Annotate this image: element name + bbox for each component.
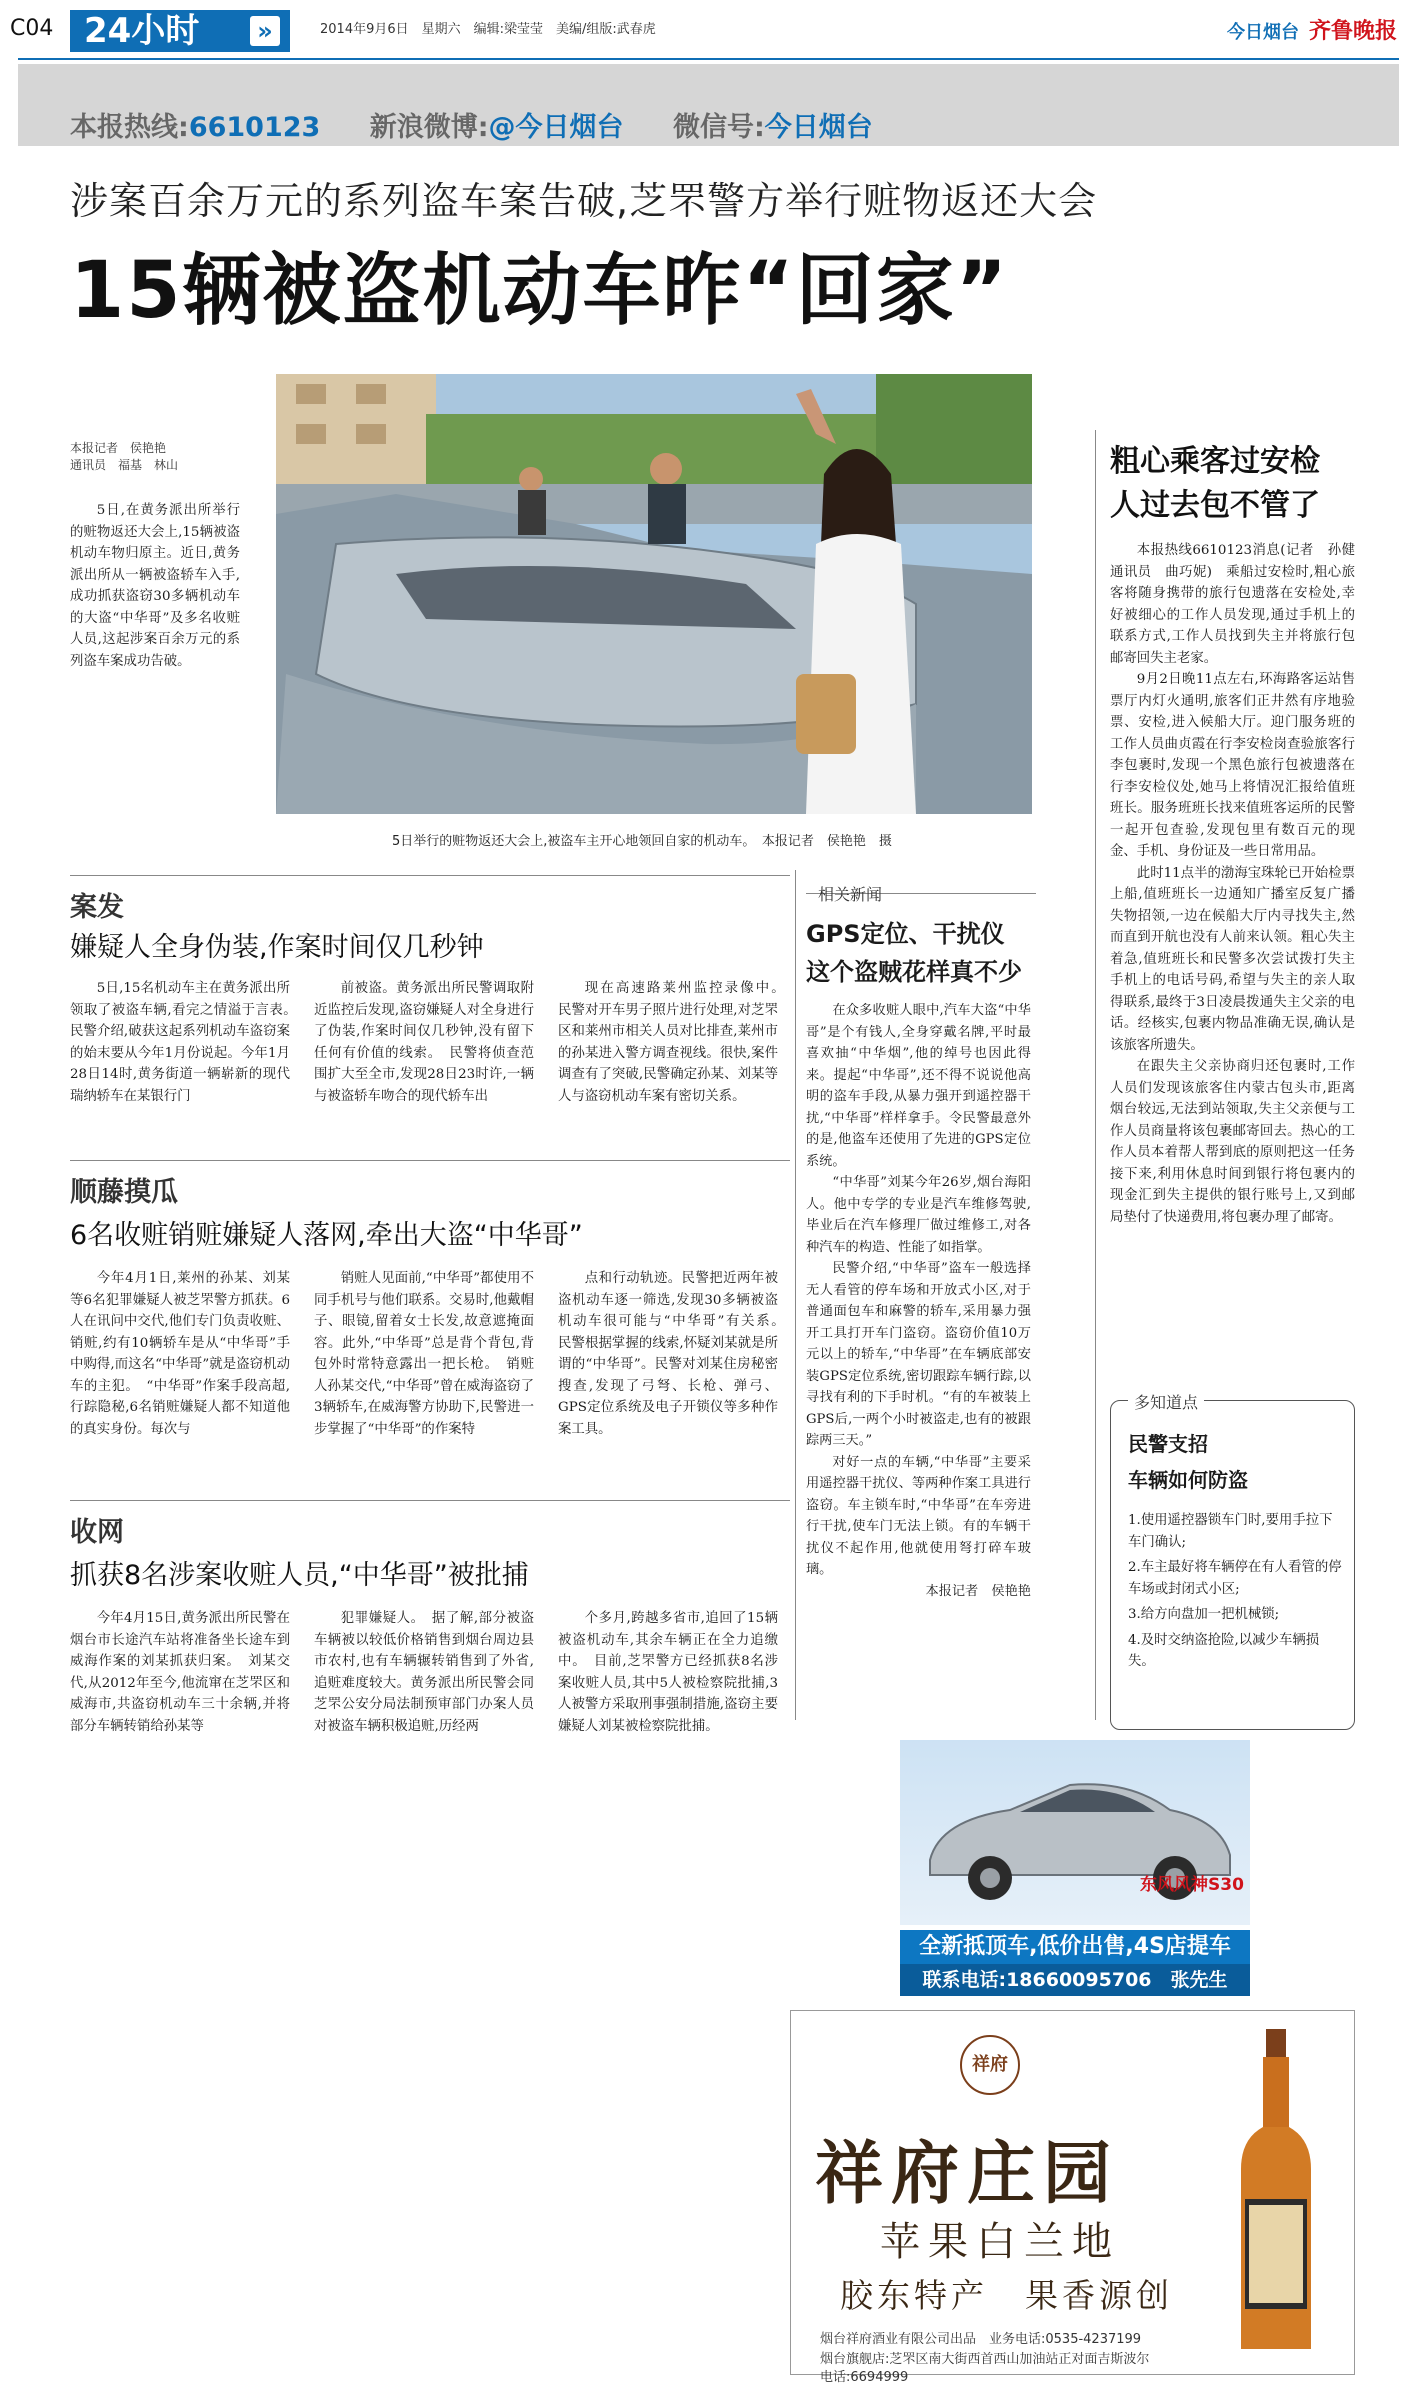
chevron-right-icon: » [250, 16, 280, 46]
weibo-label: 新浪微博: [369, 112, 489, 143]
related-news-body [806, 1000, 1031, 1602]
side-article-body [1110, 540, 1369, 1228]
side-title-line1: 粗心乘客过安检 [1110, 444, 1320, 479]
related-title-line2: 这个盗贼花样真不少 [806, 958, 1022, 986]
section-label-case: 案发 [70, 892, 124, 923]
section-trace-col1 [70, 1268, 290, 1440]
news-photo [276, 374, 1032, 814]
paragraph: 现在高速路莱州监控录像中。 民警对开车男子照片进行处理,对芝罘区和莱州市相关人员对比排查,莱州市的孙某进入警方调查视线。很快,案件调查有了突破,民警确定孙某、刘某等人与盗窃机动车案有密切关系。 [558, 981, 792, 1104]
car-icon [900, 1740, 1250, 1925]
byline-correspondent: 通讯员 福基 林山 [70, 458, 179, 472]
byline [70, 440, 250, 474]
tip-item: 1.使用遥控器锁车门时,要用手拉下车门确认; [1128, 1513, 1333, 1550]
section-head-trace: 6名收赃销赃嫌疑人落网,牵出大盗“中华哥” [70, 1220, 583, 1251]
brand-today-yantai: 今日烟台 [1226, 22, 1299, 43]
byline-reporter: 本报记者 侯艳艳 [70, 441, 167, 455]
paragraph: 在众多收赃人眼中,汽车大盗“中华哥”是个有钱人,全身穿戴名牌,平时最喜欢抽“中华烟”,他的绰号也因此得来。提起“中华哥”,还不得不说说他高明的盗车手段,从暴力强开到遥控器干扰,“中华哥”样样拿手。令民警最意外的是,他盗车还使用了先进的GPS定位系统。 [806, 1003, 1031, 1169]
lead-text: 5日,在黄务派出所举行的赃物返还大会上,15辆被盗机动车物归原主。近日,黄务派出所从一辆被盗轿车入手,成功抓获盗窃30多辆机动车的大盗“中华哥”及多名收赃人员,这起涉案百余万元的系列盗车案成功告破。 [70, 503, 240, 669]
liquor-seal-logo: 祥府 [960, 2035, 1020, 2095]
paragraph: 此时11点半的渤海宝珠轮已开始检票上船,值班班长一边通知广播室反复广播失物招领,一边在候船大厅内寻找失主,然而直到开航也没有人前来认领。粗心失主着急,值班班长和民警多次尝试拨打失主手机上的电话号码,希望与失主的亲人取得联系,最终于3日凌晨拨通失主父亲的电话。经核实,包裹内物品准确无误,确认是该旅客所遗失。 [1110, 865, 1355, 1053]
section-case-col3 [558, 978, 792, 1107]
car-advertisement [900, 1740, 1250, 1925]
hotline-label: 本报热线: [70, 112, 189, 143]
paragraph: 对好一点的车辆,“中华哥”主要采用遥控器干扰仪、等两种作案工具进行盗窃。车主锁车时,“中华哥”在车旁进行干扰,使车门无法上锁。有的车辆干扰仪不起作用,他就使用弩打碎车玻璃。 [806, 1454, 1031, 1577]
related-news-title [806, 915, 1022, 991]
wechat-value: 今日烟台 [764, 112, 873, 143]
section-head-case: 嫌疑人全身伪装,作案时间仅几秒钟 [70, 932, 484, 963]
paragraph: 销赃人见面前,“中华哥”都使用不同手机号与他们联系。交易时,他戴帽子、眼镜,留着女士长发,故意遮掩面容。此外,“中华哥”总是背个背包,背包外时常特意露出一把长枪。 销赃人孙某交代,“中华哥”曾在威海盗窃了3辆轿车,在威海警方协助下,民警进一步掌握了“中华哥”的作案特 [314, 1271, 534, 1437]
car-ad-contact: 联系电话:18660095706 张先生 [900, 1964, 1250, 1996]
car-model: 东风风神S30 [1140, 1875, 1244, 1895]
dateline: 2014年9月6日 星期六 编辑:梁莹莹 美编/组版:武春虎 [320, 22, 656, 37]
section-arrest-col2 [314, 1608, 534, 1737]
wechat-label: 微信号: [672, 112, 765, 143]
liquor-slogan: 胶东特产 果香源创 [840, 2276, 1173, 2315]
liquor-brand: 祥府庄园 [815, 2134, 1120, 2214]
paragraph: 前被盗。黄务派出所民警调取附近监控后发现,盗窃嫌疑人对全身进行了伪装,作案时间仅几秒钟,没有留下任何有价值的线索。 民警将侦查范围扩大至全市,发现28日23时许,一辆与被盗轿车吻合的现代轿车出 [314, 981, 534, 1104]
column-rule [795, 870, 796, 1720]
liquor-company: 烟台祥府酒业有限公司出品 业务电话:0535-4237199 [820, 2332, 1142, 2347]
paragraph: 犯罪嫌疑人。 据了解,部分被盗车辆被以较低价格销售到烟台周边县市农村,也有车辆辗转销售到了外省,追赃难度较大。黄务派出所民警会同芝罘公安分局法制预审部门办案人员对被盗车辆积极追赃,历经两 [314, 1611, 534, 1734]
weibo-value: @今日烟台 [488, 112, 624, 143]
section-case-col2 [314, 978, 534, 1107]
tip-item: 4.及时交纳盗抢险,以减少车辆损失。 [1128, 1632, 1320, 1669]
paragraph: 5日,15名机动车主在黄务派出所领取了被盗车辆,看完之情溢于言表。 民警介绍,破获这起系列机动车盗窃案的始末要从今年1月份说起。今年1月28日14时,黄务街道一辆崭新的现代瑞纳轿车在某银行门 [70, 981, 304, 1104]
section-rule [70, 1500, 790, 1501]
page-number: C04 [10, 16, 54, 41]
paragraph: 在跟失主父亲协商归还包裹时,工作人员们发现该旅客住内蒙古包头市,距离烟台较远,无法到站领取,失主父亲便与工作人员商量将该包裹邮寄回去。热心的工作人员本着帮人帮到底的原则把这一任务接下来,利用休息时间到银行将包裹内的现金汇到失主提供的银行账号上,又到邮局垫付了快递费用,将包裹办理了邮寄。 [1110, 1059, 1355, 1225]
section-trace-col2 [314, 1268, 534, 1440]
section-arrest-col3 [558, 1608, 778, 1737]
related-author: 本报记者 侯艳艳 [925, 1583, 1031, 1599]
section-label-arrest: 收网 [70, 1517, 124, 1548]
paragraph: 今年4月1日,莱州的孙某、刘某等6名犯罪嫌疑人被芝罘警方抓获。6人在讯问中交代,他们专门负责收赃、销赃,约有10辆轿车是从“中华哥”手中购得,而这名“中华哥”就是盗窃机动车的主犯。 “中华哥”作案手段高超,行踪隐秘,6名销赃嫌疑人都不知道他的真实身份。每次与 [70, 1271, 290, 1437]
photo-caption: 5日举行的赃物返还大会上,被盗车主开心地领回自家的机动车。 本报记者 侯艳艳 摄 [392, 834, 892, 849]
paragraph: 9月2日晚11点左右,环海路客运站售票厅内灯火通明,旅客们正井然有序地验票、安检,进入候船大厅。迎门服务班的工作人员曲贞霞在行李安检岗查验旅客行李包裹时,发现一个黑色旅行包被遗落在行李安检仪处,她马上将情况汇报给值班班长。服务班班长找来值班客运所的民警一起开包查验,发现包里有数百元的现金、手机、身份证及一些日常用品。 [1110, 672, 1355, 859]
brand-qilu: 齐鲁晚报 [1308, 19, 1397, 44]
paragraph: “中华哥”刘某今年26岁,烟台海阳人。他中专学的专业是汽车维修驾驶,毕业后在汽车修理厂做过维修工,对各种汽车的构造、性能了如指掌。 [806, 1175, 1031, 1255]
related-news-tag: 相关新闻 [818, 885, 883, 904]
column-rule [1095, 430, 1096, 1720]
liquor-address: 烟台旗舰店:芝罘区南大街西首西山加油站正对面吉斯波尔 [820, 2352, 1150, 2367]
tips-heading-1: 民警支招 [1128, 1432, 1208, 1456]
paragraph: 本报热线6610123消息(记者 孙健 通讯员 曲巧妮) 乘船过安检时,粗心旅客将随身携带的旅行包遗落在安检处,幸好被细心的工作人员发现,通过手机上的联系方式,工作人员找到失主并将旅行包邮寄回失主老家。 [1110, 543, 1369, 666]
photo-illustration [276, 374, 1032, 814]
lead-paragraph [70, 500, 240, 672]
section-label-trace: 顺藤摸瓜 [70, 1177, 178, 1208]
side-article-title [1110, 440, 1320, 528]
article-subtitle: 涉案百余万元的系列盗车案告破,芝罘警方举行赃物返还大会 [70, 179, 1098, 223]
tip-item: 2.车主最好将车辆停在有人看管的停车场或封闭式小区; [1128, 1560, 1342, 1597]
tips-label: 多知道点 [1128, 1390, 1204, 1413]
article-title: 15辆被盗机动车昨“回家” [70, 246, 1010, 336]
hotline-value: 6610123 [188, 112, 321, 143]
paragraph: 民警介绍,“中华哥”盗车一般选择无人看管的停车场和开放式小区,对于普通面包车和麻警的轿车,采用暴力强开工具打开车门盗窃。盗窃价值10万元以上的轿车,“中华哥”在车辆底部安装GPS定位系统,密切跟踪车辆行踪,以寻找有利的下手时机。“有的车被装上GPS后,一两个小时被盗走,也有的被跟踪两三天。” [806, 1261, 1031, 1448]
paragraph: 点和行动轨迹。民警把近两年被盗机动车逐一筛选,发现30多辆被盗机动车很可能与“中华哥”有关系。 民警根据掌握的线索,怀疑刘某就是所谓的“中华哥”。民警对刘某住房秘密搜查,发现了弓弩、长枪、弹弓、GPS定位系统及电子开锁仪等多种作案工具。 [558, 1271, 792, 1437]
paragraph: 今年4月15日,黄务派出所民警在烟台市长途汽车站将准备坐长途车到威海作案的刘某抓获归案。 刘某交代,从2012年至今,他流窜在芝罘区和威海市,共盗窃机动车三十余辆,并将部分车辆转销给孙某等 [70, 1611, 290, 1734]
tip-item: 3.给方向盘加一把机械锁; [1128, 1607, 1280, 1622]
section-arrest-col1 [70, 1608, 290, 1737]
paragraph: 个多月,跨越多省市,追回了15辆被盗机动车,其余车辆正在全力追缴中。 目前,芝罘警方已经抓获8名涉案收赃人员,其中5人被检察院批捕,3人被警方采取刑事强制措施,盗窃主要嫌疑人刘某被检察院批捕。 [558, 1611, 778, 1734]
masthead-brand [1227, 14, 1397, 45]
section-rule [70, 1160, 790, 1161]
tips-list [1128, 1510, 1343, 1677]
hotline-row [70, 105, 913, 144]
liquor-product: 苹果白兰地 [880, 2219, 1120, 2265]
tips-heading-2: 车辆如何防盗 [1128, 1468, 1248, 1492]
section-rule [70, 875, 790, 876]
header-rule [18, 58, 1399, 60]
section-name: 24小时 [84, 11, 200, 51]
section-tag [70, 10, 290, 52]
related-title-line1: GPS定位、干扰仪 [806, 920, 1005, 948]
car-ad-headline: 全新抵顶车,低价出售,4S店提车 [900, 1930, 1250, 1964]
side-title-line2: 人过去包不管了 [1110, 488, 1320, 523]
section-head-arrest: 抓获8名涉案收赃人员,“中华哥”被批捕 [70, 1560, 529, 1591]
section-trace-col3 [558, 1268, 792, 1440]
brandy-bottle-icon [1231, 2029, 1321, 2359]
liquor-phone: 电话:6694999 [820, 2370, 909, 2383]
section-case-col1 [70, 978, 304, 1107]
